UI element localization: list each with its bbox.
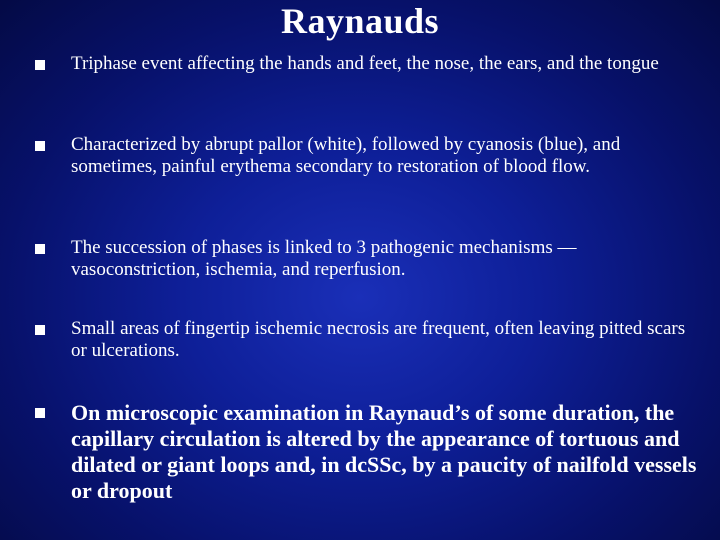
bullet-text: The succession of phases is linked to 3 pathogenic mechanisms —vasoconstriction, ischemia, and reperfusion. (71, 237, 577, 280)
bullet-text: Characterized by abrupt pallor (white), followed by cyanosis (blue), and sometimes, painful erythema secondary to restoration of blood flow. (71, 134, 621, 177)
bullet-text: Triphase event affecting the hands and feet, the nose, the ears, and the tongue (71, 53, 659, 74)
bullet-text: Small areas of fingertip ischemic necrosis are frequent, often leaving pitted scars or ulcerations. (71, 318, 686, 361)
square-bullet-icon (35, 244, 45, 254)
square-bullet-icon (35, 408, 45, 418)
square-bullet-icon (35, 325, 45, 335)
square-bullet-icon (35, 60, 45, 70)
square-bullet-icon (35, 141, 45, 151)
bullet-text: On microscopic examination in Raynaud’s of some duration, the capillary circulation is altered by the appearance of tortuous and dilated or giant loops and, in dcSSc, by a paucity of nailfold vessels or dropout (71, 400, 697, 503)
slide-title: Raynauds (280, 1, 440, 41)
